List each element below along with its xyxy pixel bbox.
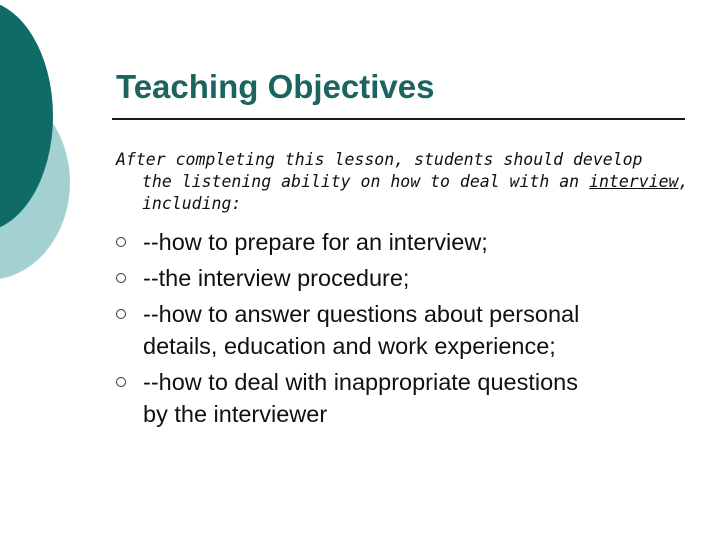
slide-title: Teaching Objectives [116, 68, 435, 105]
list-item-text-continued: by the interviewer [143, 401, 328, 427]
intro-line-2-text: the listening ability on how to deal with an [142, 172, 590, 191]
intro-line-1: After completing this lesson, students should develop [116, 150, 643, 169]
list-item-text-continued: details, education and work experience; [143, 333, 556, 359]
list-item-text: --how to deal with inappropriate questions [143, 369, 579, 395]
list-item [116, 226, 696, 258]
list-item-text: --how to prepare for an interview; [143, 229, 488, 255]
interview-underlined-word: interview [589, 172, 679, 191]
bullet-circle-icon [116, 237, 126, 247]
intro-line-2-punctuation: , [678, 172, 689, 191]
bullet-circle-icon [116, 273, 126, 283]
list-item [116, 366, 696, 430]
list-item-text: --the interview procedure; [143, 265, 410, 291]
list-item [116, 298, 696, 362]
intro-line-2 [116, 171, 689, 193]
bullet-circle-icon [116, 377, 126, 387]
bullet-circle-icon [116, 309, 126, 319]
objectives-list [116, 226, 696, 434]
intro-paragraph [116, 149, 689, 215]
list-item-text: --how to answer questions about personal [143, 301, 580, 327]
list-item [116, 262, 696, 294]
intro-line-3: including: [142, 194, 242, 213]
title-underline-rule [112, 118, 685, 120]
